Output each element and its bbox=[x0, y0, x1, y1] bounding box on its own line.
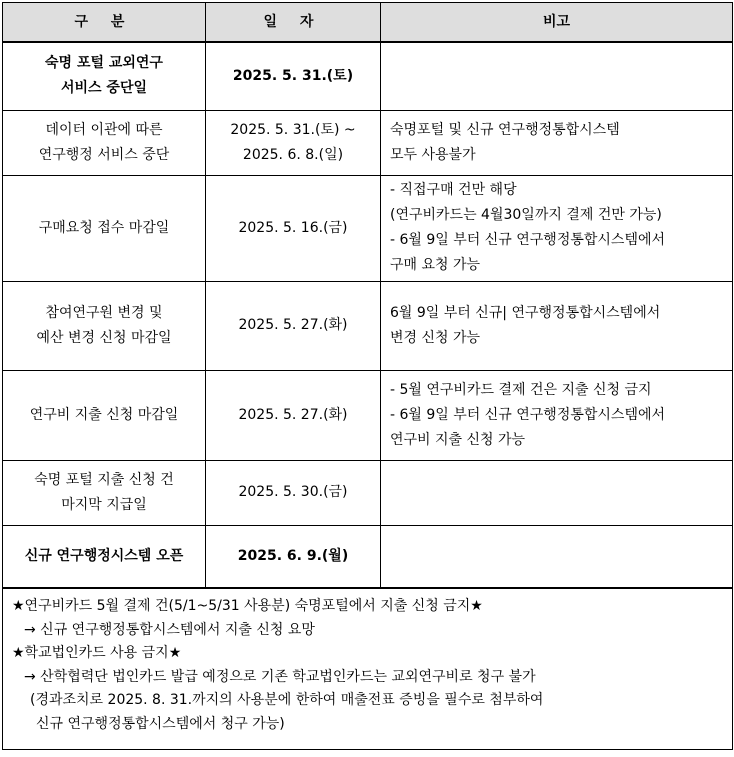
row-date: 2025. 5. 16.(금) bbox=[206, 175, 381, 281]
header-remarks: 비고 bbox=[381, 3, 733, 43]
notes-row bbox=[3, 588, 733, 749]
row-category: 데이터 이관에 따른 연구행정 서비스 중단 bbox=[3, 110, 206, 175]
note-line: ★연구비카드 5월 결제 건(5/1~5/31 사용분) 숙명포털에서 지출 신청 금지★ bbox=[12, 598, 483, 614]
row-remarks bbox=[381, 525, 733, 588]
row-date: 2025. 6. 9.(월) bbox=[206, 525, 381, 588]
note-line: 신규 연구행정통합시스템에서 청구 가능) bbox=[36, 715, 285, 732]
table-row bbox=[3, 175, 733, 281]
note-line: → 산학협력단 법인카드 발급 예정으로 기존 학교법인카드는 교외연구비로 청구 불가 bbox=[24, 668, 536, 685]
table-row bbox=[3, 525, 733, 588]
row-date: 2025. 5. 30.(금) bbox=[206, 460, 381, 525]
table-row bbox=[3, 460, 733, 525]
row-category: 숙명 포털 교외연구 서비스 중단일 bbox=[3, 42, 206, 110]
table-row bbox=[3, 42, 733, 110]
row-remarks: - 직접구매 건만 해당 (연구비카드는 4월30일까지 결제 건만 가능) - 6월 9일 부터 신규 연구행정통합시스템에서 구매 요청 가능 bbox=[381, 175, 733, 281]
schedule-table bbox=[2, 2, 733, 750]
row-date: 2025. 5. 27.(화) bbox=[206, 281, 381, 370]
header-date: 일 자 bbox=[206, 3, 381, 43]
notes-block bbox=[3, 588, 733, 749]
row-remarks: 6월 9일 부터 신규| 연구행정통합시스템에서 변경 신청 가능 bbox=[381, 281, 733, 370]
header-category: 구 분 bbox=[3, 3, 206, 43]
table-row bbox=[3, 281, 733, 370]
row-date: 2025. 5. 27.(화) bbox=[206, 370, 381, 460]
row-category: 숙명 포털 지출 신청 건 마지막 지급일 bbox=[3, 460, 206, 525]
row-category: 연구비 지출 신청 마감일 bbox=[3, 370, 206, 460]
row-remarks bbox=[381, 460, 733, 525]
row-remarks: - 5월 연구비카드 결제 건은 지출 신청 금지 - 6월 9일 부터 신규 연구행정통합시스템에서 연구비 지출 신청 가능 bbox=[381, 370, 733, 460]
note-line: ★학교법인카드 사용 금지★ bbox=[12, 645, 182, 661]
row-category: 구매요청 접수 마감일 bbox=[3, 175, 206, 281]
row-remarks bbox=[381, 42, 733, 110]
header-row bbox=[3, 3, 733, 43]
row-category: 신규 연구행정시스템 오픈 bbox=[3, 525, 206, 588]
table-row bbox=[3, 110, 733, 175]
row-category: 참여연구원 변경 및 예산 변경 신청 마감일 bbox=[3, 281, 206, 370]
table-row bbox=[3, 370, 733, 460]
row-remarks: 숙명포털 및 신규 연구행정통합시스템 모두 사용불가 bbox=[381, 110, 733, 175]
note-line: → 신규 연구행정통합시스템에서 지출 신청 요망 bbox=[24, 621, 315, 638]
row-date: 2025. 5. 31.(토) bbox=[206, 42, 381, 110]
row-date: 2025. 5. 31.(토) ~ 2025. 6. 8.(일) bbox=[206, 110, 381, 175]
note-line: (경과조치로 2025. 8. 31.까지의 사용분에 한하여 매출전표 증빙을 필수로 첨부하여 bbox=[30, 692, 544, 708]
